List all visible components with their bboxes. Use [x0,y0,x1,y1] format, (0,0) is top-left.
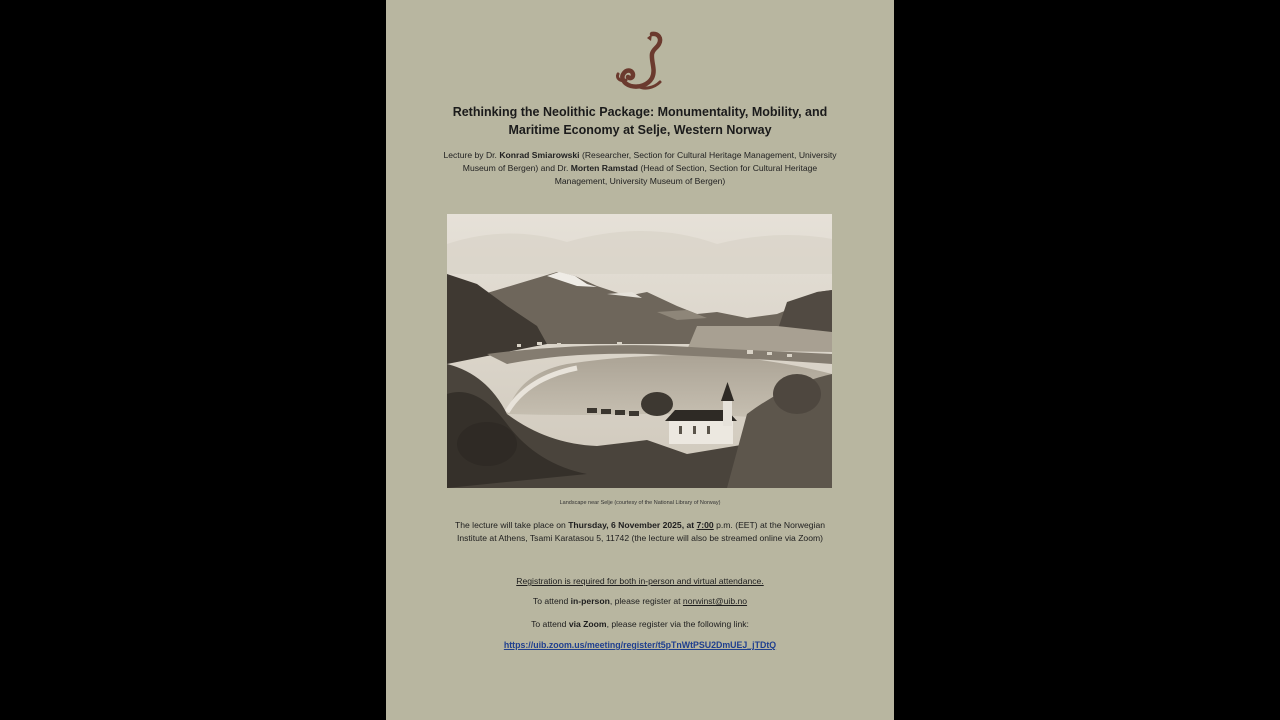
in-person-middle: , please register at [609,596,683,606]
in-person-prefix: To attend [532,596,571,606]
zoom-prefix: To attend [531,619,569,629]
poster-page [386,0,894,720]
viking-dragon-logo-icon [612,30,668,92]
registration-email-link[interactable]: norwinst@uib.no [682,596,748,606]
speaker-1-name: Konrad Smiarowski [499,150,580,160]
zoom-suffix: , please register via the following link: [606,619,749,629]
speaker-2-name: Morten Ramstad [570,163,639,173]
selje-landscape-image [447,214,832,488]
in-person-mode: in-person [570,596,610,606]
lecture-title-line-1: Rethinking the Neolithic Package: Monumentality, Mobility, and [452,105,828,119]
event-location: p.m. (EET) at the Norwegian Institute at Athens, Tsami Karatasou 5, 11742 (the lecture will also be streamed online via Zoom) [456,520,826,543]
registration-note: Registration is required for both in-person and virtual attendance. [516,576,764,586]
event-intro: The lecture will take place on [454,520,569,530]
zoom-mode: via Zoom [568,619,607,629]
photo-caption: Landscape near Selje (courtesy of the National Library of Norway) [559,500,721,506]
event-time: 7:00 [696,520,714,530]
event-details [442,519,838,545]
zoom-registration-link[interactable]: https://uib.zoom.us/meeting/register/t5pTnWtPSU2DmUEJ_jTDtQ [503,640,777,650]
in-person-registration [416,596,864,606]
landscape-photo [447,214,832,488]
speaker-2-role: (Head of Section, Section for Cultural Heritage Management, University Museum of Bergen) [554,163,818,186]
zoom-registration [416,619,864,629]
event-date: Thursday, 6 November 2025, at [568,520,697,530]
speaker-1-role: (Researcher, Section for Cultural Heritage Management, University Museum of Bergen) and Dr. [462,150,837,173]
lecture-title-line-2: Maritime Economy at Selje, Western Norway [508,123,772,137]
lecture-title [416,103,864,139]
byline-prefix: Lecture by Dr. [443,150,500,160]
speakers-byline [442,149,838,188]
